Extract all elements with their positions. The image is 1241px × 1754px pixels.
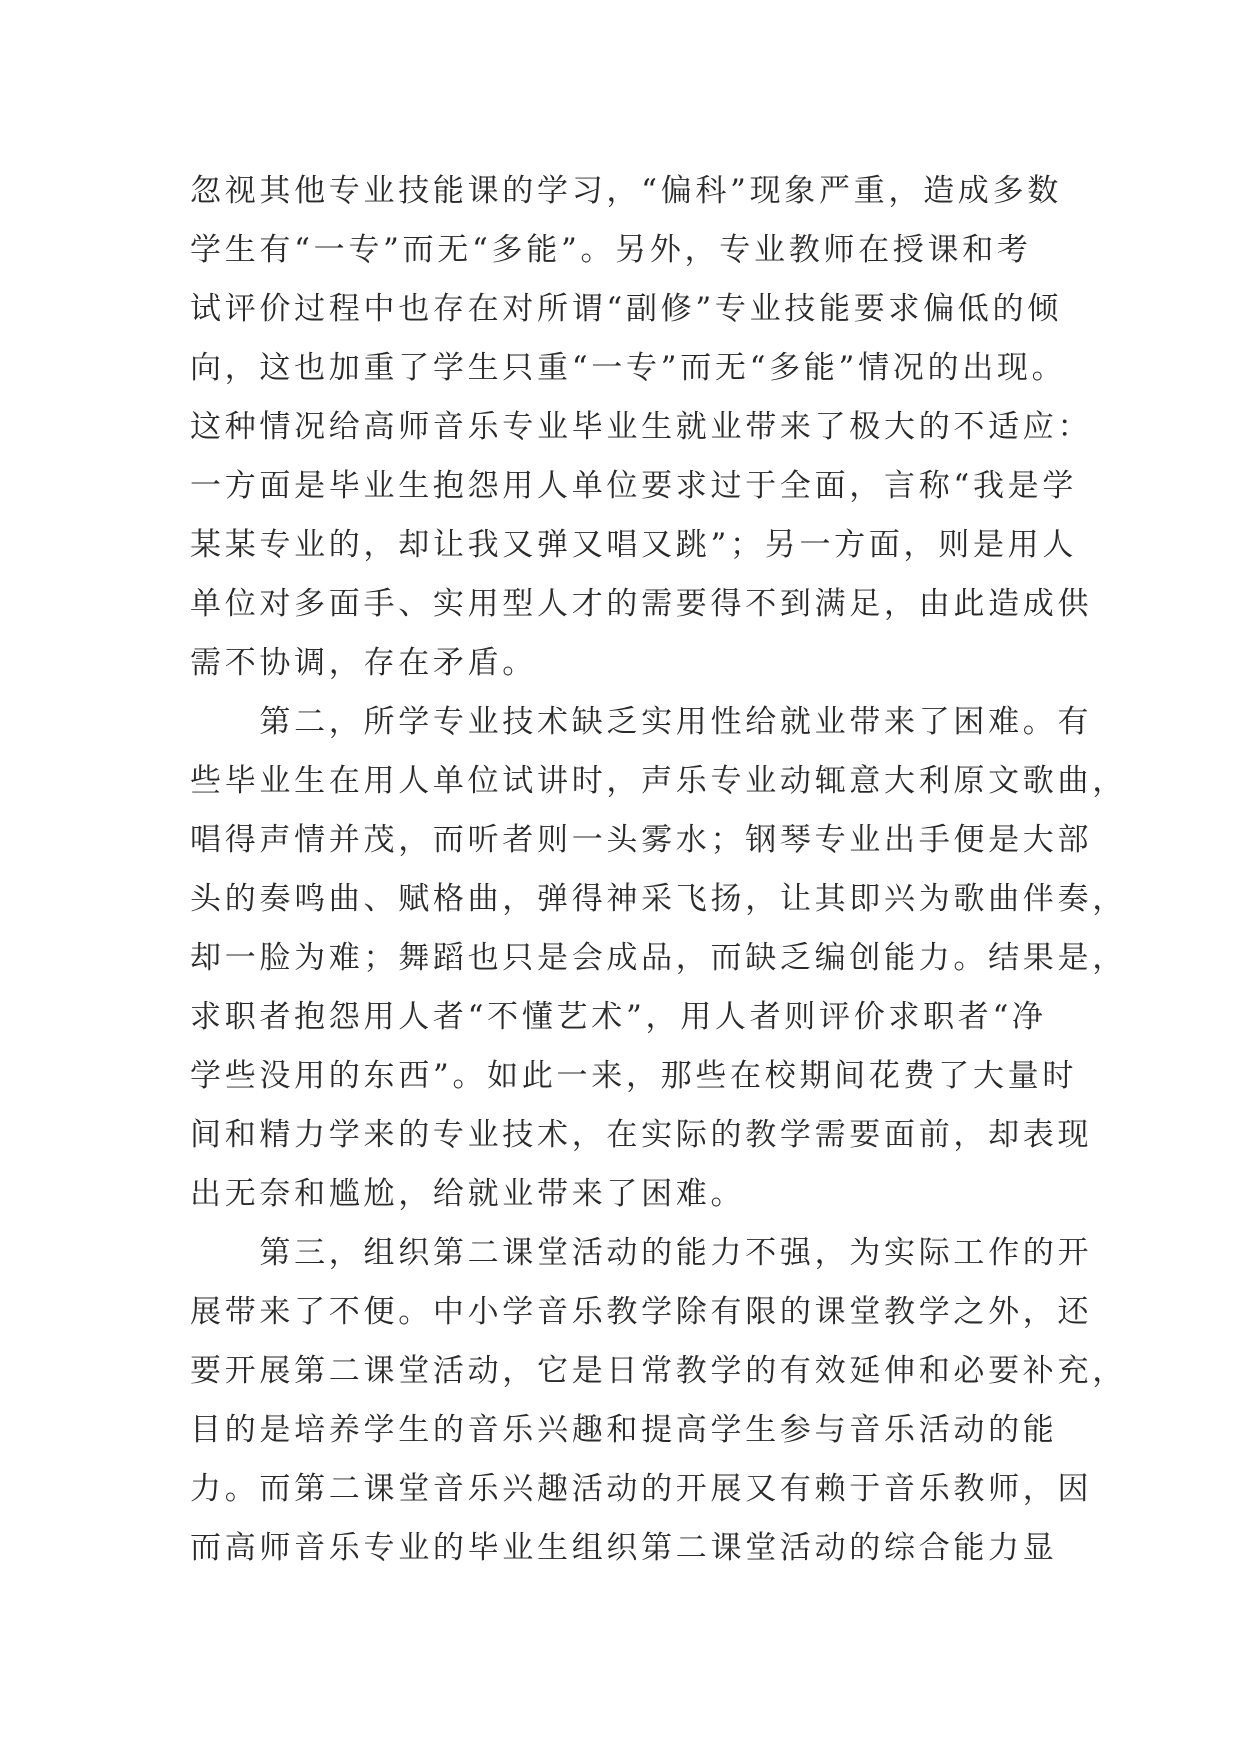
text-line: 学些没用的东西”。如此一来，那些在校期间花费了大量时 xyxy=(190,1058,1078,1094)
text-line: 力。而第二课堂音乐兴趣活动的开展又有赖于音乐教师，因 xyxy=(190,1471,1093,1507)
text-line: 这种情况给高师音乐专业毕业生就业带来了极大的不适应： xyxy=(190,409,1093,445)
text-line: 间和精力学来的专业技术，在实际的教学需要面前，却表现 xyxy=(190,1117,1093,1153)
text-line: 试评价过程中也存在对所谓“副修”专业技能要求偏低的倾 xyxy=(190,291,1062,327)
text-line: 头的奏鸣曲、赋格曲，弹得神采飞扬，让其即兴为歌曲伴奏， xyxy=(190,881,1127,917)
text-line: 单位对多面手、实用型人才的需要得不到满足，由此造成供 xyxy=(190,586,1093,622)
text-line: 忽视其他专业技能课的学习，“偏科”现象严重，造成多数 xyxy=(190,173,1062,209)
text-line: 一方面是毕业生抱怨用人单位要求过于全面，言称“我是学 xyxy=(190,468,1078,504)
text-line: 某某专业的，却让我又弹又唱又跳”；另一方面，则是用人 xyxy=(190,527,1078,563)
text-line: 唱得声情并茂，而听者则一头雾水；钢琴专业出手便是大部 xyxy=(190,822,1093,858)
text-line: 却一脸为难；舞蹈也只是会成品，而缺乏编创能力。结果是， xyxy=(190,940,1127,976)
body-text xyxy=(190,162,1127,1578)
text-line: 第二，所学专业技术缺乏实用性给就业带来了困难。有 xyxy=(190,704,1093,740)
text-line: 第三，组织第二课堂活动的能力不强，为实际工作的开 xyxy=(190,1235,1093,1271)
text-line: 出无奈和尴尬，给就业带来了困难。 xyxy=(190,1176,746,1212)
text-line: 展带来了不便。中小学音乐教学除有限的课堂教学之外，还 xyxy=(190,1294,1093,1330)
text-line: 需不协调，存在矛盾。 xyxy=(190,645,537,681)
text-line: 学生有“一专”而无“多能”。另外，专业教师在授课和考 xyxy=(190,232,1032,268)
text-line: 些毕业生在用人单位试讲时，声乐专业动辄意大利原文歌曲， xyxy=(190,763,1127,799)
text-line: 向，这也加重了学生只重“一专”而无“多能”情况的出现。 xyxy=(190,350,1067,386)
text-line: 要开展第二课堂活动，它是日常教学的有效延伸和必要补充， xyxy=(190,1353,1127,1389)
text-line: 求职者抱怨用人者“不懂艺术”，用人者则评价求职者“净 xyxy=(190,999,1047,1035)
text-line: 而高师音乐专业的毕业生组织第二课堂活动的综合能力显 xyxy=(190,1530,1058,1566)
text-line: 目的是培养学生的音乐兴趣和提高学生参与音乐活动的能 xyxy=(190,1412,1058,1448)
